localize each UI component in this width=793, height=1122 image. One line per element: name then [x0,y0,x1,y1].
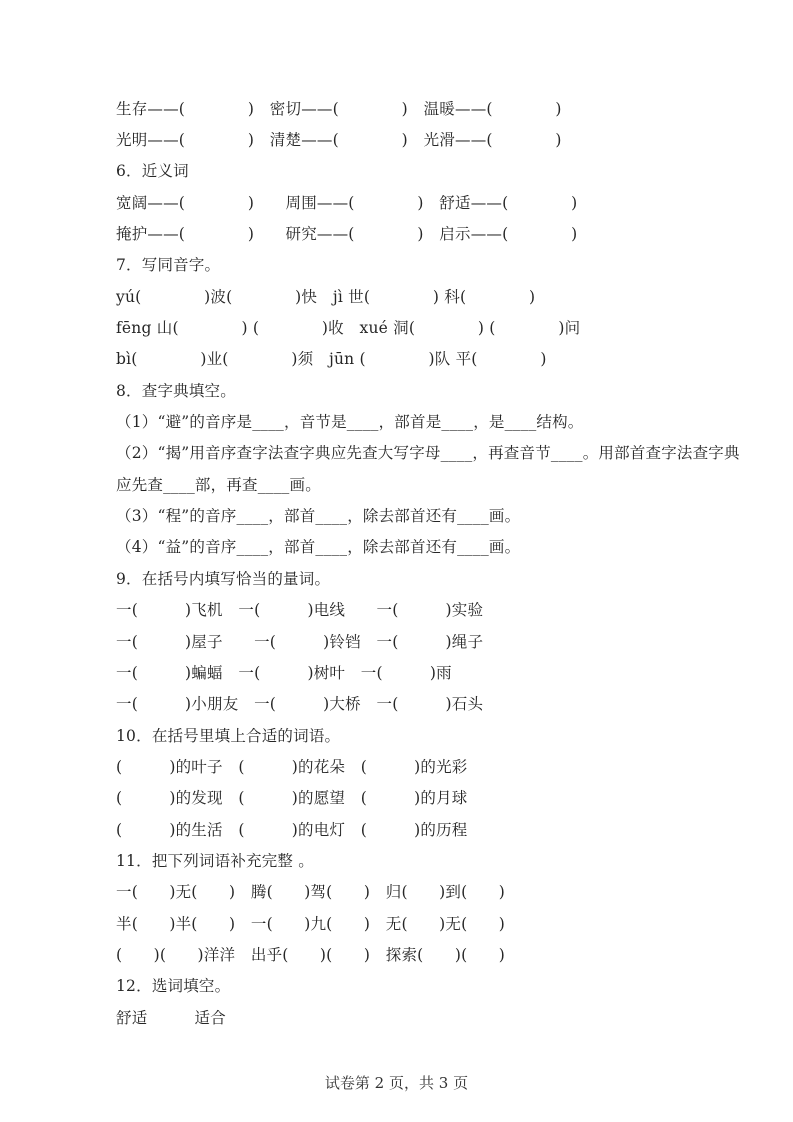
q11-idiom-row-3: ( )( )洋洋 出乎( )( ) 探索( )( ) [116,945,505,964]
q9-measure-word-row-1: 一( )飞机 一( )电线 一( )实验 [116,601,484,620]
q5-antonym-row-1: 生存——( ) 密切——( ) 温暖——( ) [116,99,562,118]
question-12-title: 12．选词填空。 [116,977,231,996]
q9-measure-word-row-2: 一( )屋子 一( )铃铛 一( )绳子 [116,632,484,651]
q7-homophone-row-1: yú( )波( )快 jì 世( ) 科( ) [116,287,536,306]
q12-word-choices-row: 舒适 适合 [116,1008,226,1027]
q9-measure-word-row-3: 一( )蝙蝠 一( )树叶 一( )雨 [116,663,452,682]
question-6-title: 6．近义词 [116,162,189,181]
q9-measure-word-row-4: 一( )小朋友 一( )大桥 一( )石头 [116,695,484,714]
q6-synonym-row-1: 宽阔——( ) 周围——( ) 舒适——( ) [116,193,578,212]
q11-idiom-row-1: 一( )无( ) 腾( )驾( ) 归( )到( ) [116,883,505,902]
page-footer: 试卷第 2 页，共 3 页 [324,1074,469,1092]
question-8-title: 8．查字典填空。 [116,381,236,400]
q8-item-2: （2）“揭”用音序查字法查字典应先查大写字母____，再查音节____。用部首查字法查字典 [116,444,740,463]
question-10-title: 10．在括号里填上合适的词语。 [116,726,341,745]
q5-antonym-row-2: 光明——( ) 清楚——( ) 光滑——( ) [116,131,562,150]
question-11-title: 11．把下列词语补充完整 。 [116,851,314,870]
q6-synonym-row-2: 掩护——( ) 研究——( ) 启示——( ) [116,225,578,244]
q10-phrase-row-2: ( )的发现 ( )的愿望 ( )的月球 [116,789,468,808]
q7-homophone-row-3: bì( )业( )须 jūn ( )队 平( ) [116,350,547,369]
q8-item-2-continuation: 应先查____部，再查____画。 [116,475,321,494]
question-9-title: 9．在括号内填写恰当的量词。 [116,569,331,588]
q8-item-3: （3）“程”的音序____，部首____，除去部首还有____画。 [116,507,521,526]
q11-idiom-row-2: 半( )半( ) 一( )九( ) 无( )无( ) [116,914,505,933]
q7-homophone-row-2: fēng 山( ) ( )收 xué 洞( ) ( )问 [116,319,581,338]
q10-phrase-row-3: ( )的生活 ( )的电灯 ( )的历程 [116,820,468,839]
q8-item-4: （4）“益”的音序____，部首____，除去部首还有____画。 [116,538,521,557]
q10-phrase-row-1: ( )的叶子 ( )的花朵 ( )的光彩 [116,757,468,776]
exam-content [116,92,740,1032]
question-7-title: 7．写同音字。 [116,256,221,275]
q8-item-1: （1）“避”的音序是____，音节是____，部首是____，是____结构。 [116,413,584,432]
